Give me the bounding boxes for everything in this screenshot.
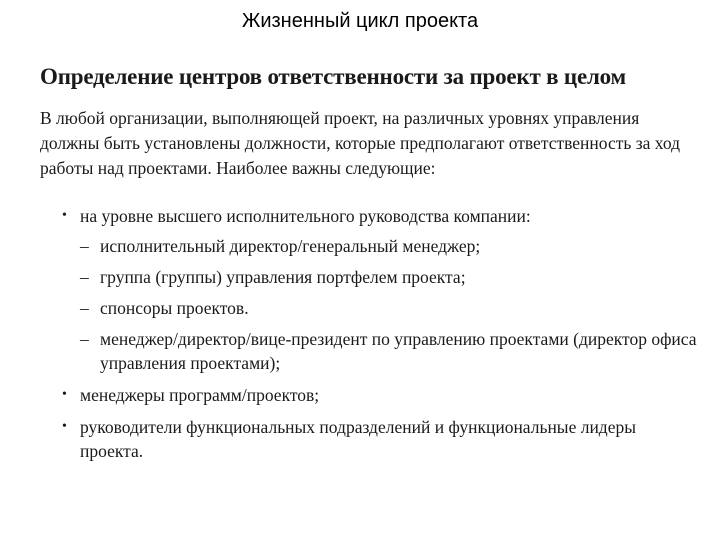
dash-marker: – bbox=[80, 329, 89, 349]
sub-list-item bbox=[40, 327, 700, 375]
list-item bbox=[40, 383, 700, 407]
responsibility-list bbox=[40, 204, 700, 463]
bullet-marker: • bbox=[62, 387, 67, 402]
dash-marker: – bbox=[80, 236, 89, 256]
section-heading: Определение центров ответственности за проект в целом bbox=[40, 64, 626, 89]
list-item-text: на уровне высшего исполнительного руководства компании: bbox=[80, 206, 531, 226]
bullet-marker: • bbox=[62, 208, 67, 223]
sub-list-item bbox=[40, 296, 700, 320]
sub-list-item-text: менеджер/директор/вице-президент по управлению проектами (директор офиса управления проектами); bbox=[100, 329, 697, 373]
list-item-text: менеджеры программ/проектов; bbox=[80, 385, 320, 405]
scanned-page bbox=[40, 62, 700, 471]
sub-list-item bbox=[40, 265, 700, 289]
slide-title: Жизненный цикл проекта bbox=[241, 10, 479, 32]
list-item bbox=[40, 204, 700, 375]
bullet-marker: • bbox=[62, 419, 67, 434]
sub-list-item-text: группа (группы) управления портфелем проекта; bbox=[100, 267, 466, 287]
sub-list-item bbox=[40, 234, 700, 258]
sub-list-item-text: исполнительный директор/генеральный менеджер; bbox=[100, 236, 481, 256]
sub-list-item-text: спонсоры проектов. bbox=[100, 298, 249, 318]
sub-list bbox=[40, 234, 700, 375]
dash-marker: – bbox=[80, 298, 89, 318]
list-item bbox=[40, 415, 700, 463]
intro-paragraph: В любой организации, выполняющей проект, на различных уровнях управления должны быть установлены должности, которые предполагают ответственность за ход работы над проектами. Наиболее важны следующие: bbox=[40, 108, 681, 178]
dash-marker: – bbox=[80, 267, 89, 287]
list-item-text: руководители функциональных подразделений и функциональные лидеры проекта. bbox=[80, 417, 636, 461]
